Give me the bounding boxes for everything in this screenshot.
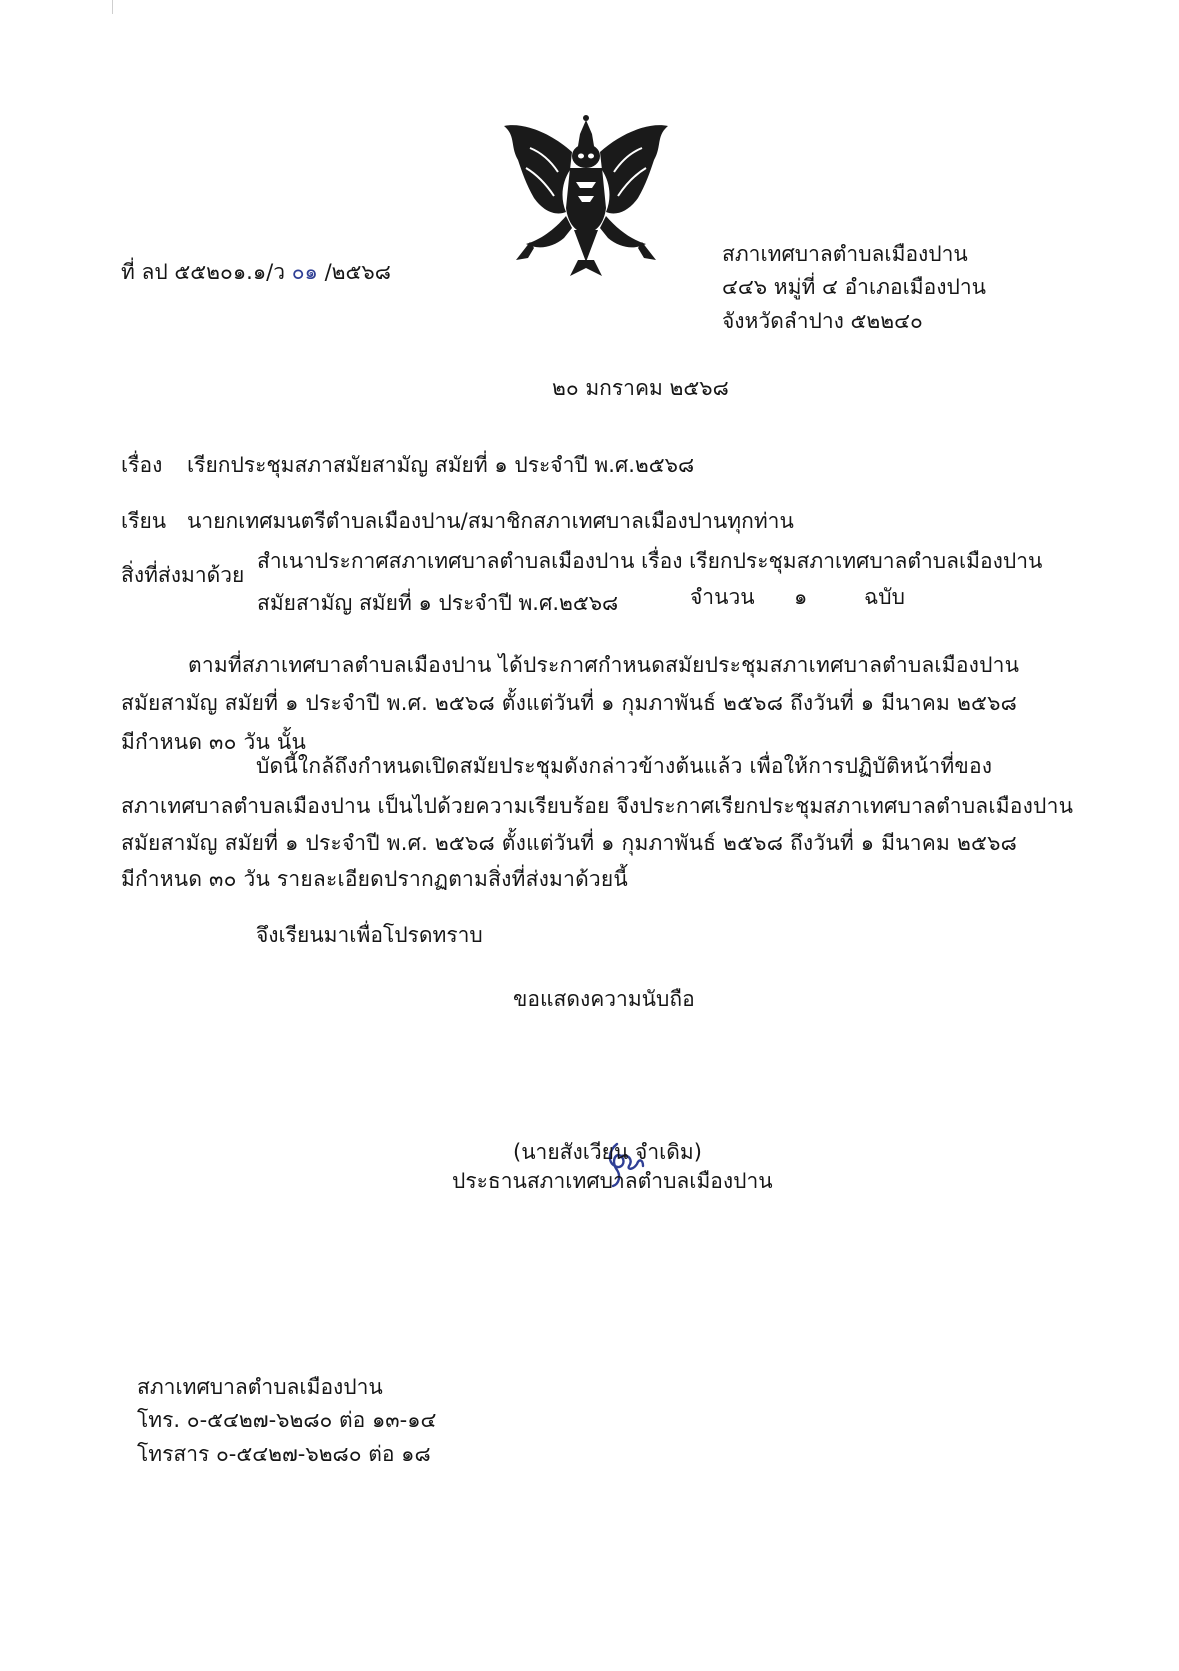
paragraph-2-line-4: มีกำหนด ๓๐ วัน รายละเอียดปรากฏตามสิ่งที่ส่งมาด้วยนี้ [121, 867, 628, 891]
sender-address: ๔๔๖ หมู่ที่ ๔ อำเภอเมืองปาน [722, 275, 986, 299]
subject-label: เรื่อง [121, 453, 163, 477]
footer-office: สภาเทศบาลตำบลเมืองปาน [137, 1375, 383, 1399]
reference-handwritten-number: ๐๑ [291, 260, 318, 284]
footer-fax: โทรสาร ๐-๕๔๒๗-๖๒๘๐ ต่อ ๑๘ [137, 1442, 431, 1466]
paragraph-2-line-2: สภาเทศบาลตำบลเมืองปาน เป็นไปด้วยความเรียบร้อย จึงประกาศเรียกประชุมสภาเทศบาลตำบลเมืองปาน [121, 794, 1074, 818]
paragraph-1-line-2: สมัยสามัญ สมัยที่ ๑ ประจำปี พ.ศ. ๒๕๖๘ ตั้งแต่วันที่ ๑ กุมภาพันธ์ ๒๕๖๘ ถึงวันที่ ๑ มีนาคม ๒๕๖๘ [121, 691, 1018, 715]
enclosure-label: สิ่งที่ส่งมาด้วย [121, 563, 245, 587]
recipient-label: เรียน [121, 509, 167, 533]
sender-office: สภาเทศบาลตำบลเมืองปาน [722, 242, 968, 266]
garuda-emblem-icon [500, 112, 672, 280]
enclosure-quantity-label: จำนวน [690, 585, 755, 609]
paragraph-1-line-1: ตามที่สภาเทศบาลตำบลเมืองปาน ได้ประกาศกำหนดสมัยประชุมสภาเทศบาลตำบลเมืองปาน [188, 653, 1020, 677]
reference-number [121, 258, 391, 286]
signer-name: (นายสังเวียน จำเดิม) [513, 1140, 702, 1164]
enclosure-line-2: สมัยสามัญ สมัยที่ ๑ ประจำปี พ.ศ.๒๕๖๘ [257, 591, 619, 615]
paragraph-2-line-1: บัดนี้ใกล้ถึงกำหนดเปิดสมัยประชุมดังกล่าวข้างต้นแล้ว เพื่อให้การปฏิบัติหน้าที่ของ [256, 754, 993, 778]
signer-title: ประธานสภาเทศบาลตำบลเมืองปาน [452, 1169, 773, 1193]
paragraph-2-line-3: สมัยสามัญ สมัยที่ ๑ ประจำปี พ.ศ. ๒๕๖๘ ตั้งแต่วันที่ ๑ กุมภาพันธ์ ๒๕๖๘ ถึงวันที่ ๑ มีนาคม ๒๕๖๘ [121, 831, 1018, 855]
letter-date: ๒๐ มกราคม ๒๕๖๘ [552, 376, 729, 400]
reference-prefix: ที่ ลป ๕๕๒๐๑.๑/ว [121, 260, 286, 284]
subject-text: เรียกประชุมสภาสมัยสามัญ สมัยที่ ๑ ประจำปี พ.ศ.๒๕๖๘ [187, 453, 695, 477]
sender-province: จังหวัดลำปาง ๕๒๒๔๐ [722, 309, 923, 333]
scan-edge-mark [112, 0, 113, 14]
enclosure-quantity: ๑ [794, 585, 808, 609]
paragraph-1-line-3: มีกำหนด ๓๐ วัน นั้น [121, 730, 307, 754]
recipient-text: นายกเทศมนตรีตำบลเมืองปาน/สมาชิกสภาเทศบาลเมืองปานทุกท่าน [187, 509, 794, 533]
footer-telephone: โทร. ๐-๕๔๒๗-๖๒๘๐ ต่อ ๑๓-๑๔ [137, 1408, 437, 1432]
reference-year: /๒๕๖๘ [324, 260, 391, 284]
paragraph-3: จึงเรียนมาเพื่อโปรดทราบ [256, 923, 483, 947]
closing-phrase: ขอแสดงความนับถือ [513, 987, 695, 1011]
enclosure-line-1: สำเนาประกาศสภาเทศบาลตำบลเมืองปาน เรื่อง เรียกประชุมสภาเทศบาลตำบลเมืองปาน [257, 549, 1043, 573]
enclosure-unit: ฉบับ [864, 585, 905, 609]
